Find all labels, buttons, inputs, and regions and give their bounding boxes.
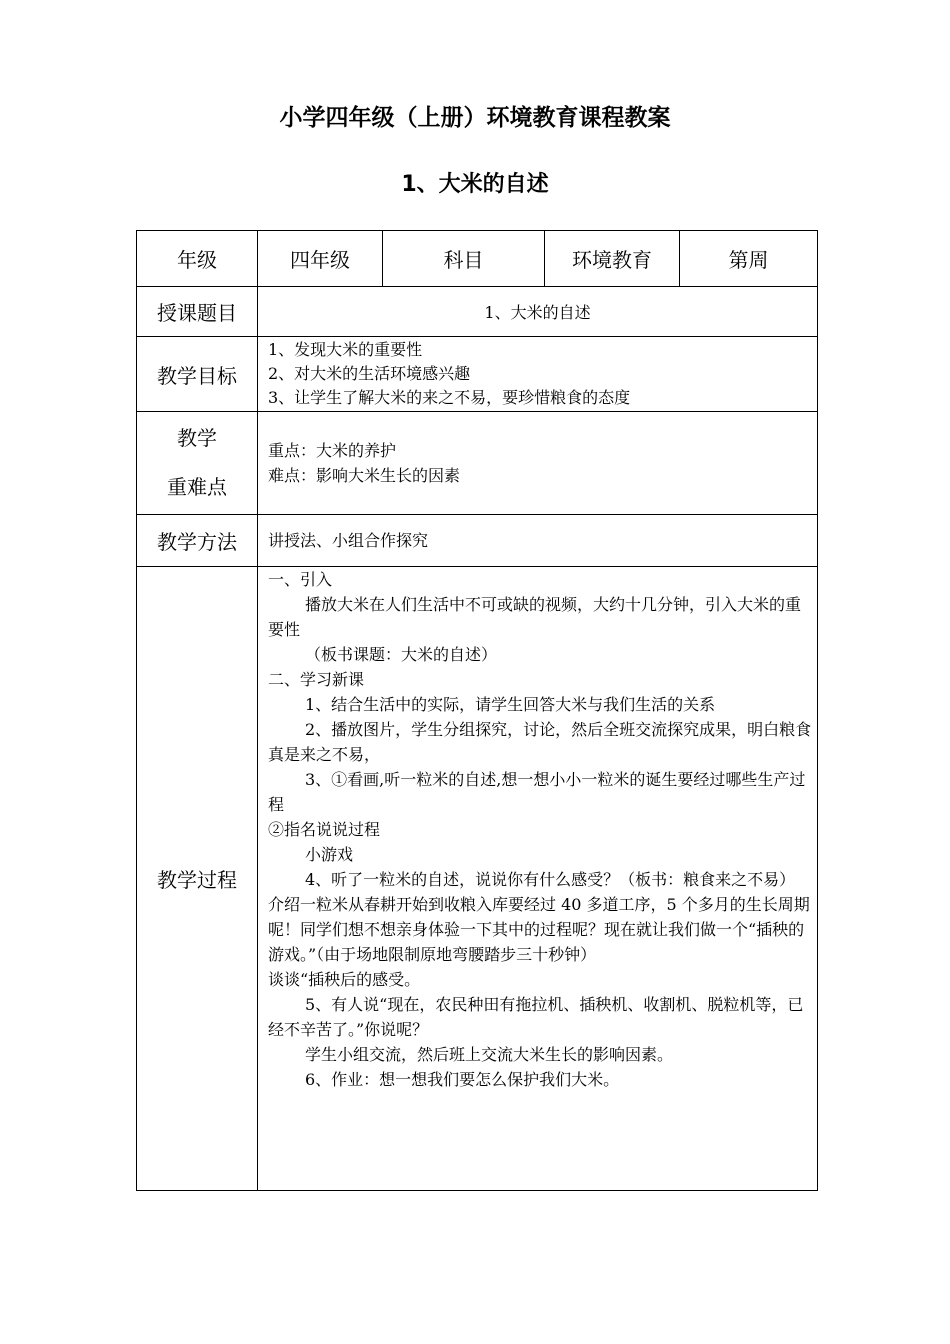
- key-points-label: [137, 412, 258, 515]
- process-line: ②指名说说过程: [268, 820, 381, 839]
- method-value: 讲授法、小组合作探究: [258, 515, 818, 567]
- process-line: 2、播放图片，学生分组探究，讨论，然后全班交流探究成果，明白粮食真是来之不易，: [268, 720, 812, 764]
- process-content: [258, 567, 818, 1191]
- process-line: 播放大米在人们生活中不可或缺的视频，大约十几分钟，引入大米的重要性: [268, 595, 802, 639]
- document-subtitle: 1、大米的自述: [401, 172, 549, 197]
- process-line: 学生小组交流，然后班上交流大米生长的影响因素。: [305, 1045, 674, 1064]
- subject-value: 环境教育: [545, 231, 680, 287]
- week-label: 第周: [680, 231, 818, 287]
- topic-value: 1、大米的自述: [258, 287, 818, 337]
- objectives-label: 教学目标: [137, 337, 258, 412]
- objective-item: 3、让学生了解大米的来之不易，要珍惜粮食的态度: [268, 388, 631, 407]
- objective-item: 1、发现大米的重要性: [268, 340, 423, 359]
- process-line: 小游戏: [305, 845, 354, 864]
- difficulty-point: 难点：影响大米生长的因素: [268, 466, 461, 485]
- topic-label: 授课题目: [137, 287, 258, 337]
- process-line: 6、作业：想一想我们要怎么保护我们大米。: [305, 1070, 620, 1089]
- process-line: 1、结合生活中的实际，请学生回答大米与我们生活的关系: [305, 695, 716, 714]
- document-title: 小学四年级（上册）环境教育课程教案: [279, 105, 671, 131]
- process-line: 5、有人说“现在，农民种田有拖拉机、插秧机、收割机、脱粒机等，已经不辛苦了。”你说呢？: [268, 995, 804, 1039]
- header-row: [137, 231, 818, 287]
- grade-value: 四年级: [258, 231, 383, 287]
- process-line: （板书课题：大米的自述）: [305, 645, 498, 664]
- key-points-label-line2: 重难点: [167, 475, 227, 499]
- process-label: 教学过程: [137, 567, 258, 1191]
- subject-label: 科目: [383, 231, 545, 287]
- process-line: 一、引入: [268, 570, 333, 589]
- topic-row: [137, 287, 818, 337]
- key-points-content: [258, 412, 818, 515]
- process-line: 谈谈“插秧后的感受。: [268, 970, 421, 989]
- process-row: [137, 567, 818, 1191]
- method-label: 教学方法: [137, 515, 258, 567]
- lesson-plan-table: [136, 230, 818, 1191]
- process-line: 3、①看画,听一粒米的自述,想一想小小一粒米的诞生要经过哪些生产过程: [268, 770, 806, 814]
- objective-item: 2、对大米的生活环境感兴趣: [268, 364, 471, 383]
- key-points-row: [137, 412, 818, 515]
- objectives-row: [137, 337, 818, 412]
- focus-point: 重点：大米的养护: [268, 441, 397, 460]
- process-line: 介绍一粒米从春耕开始到收粮入库要经过 40 多道工序，5 个多月的生长周期呢！同学们想不想亲身体验一下其中的过程呢？现在就让我们做一个“插秧的游戏。”（由于场地限制原地弯腰踏步三十秒钟）: [268, 895, 810, 964]
- objectives-list: [258, 337, 818, 412]
- method-row: [137, 515, 818, 567]
- grade-label: 年级: [137, 231, 258, 287]
- process-line: 4、听了一粒米的自述，说说你有什么感受？（板书：粮食来之不易）: [305, 870, 796, 889]
- process-line: 二、学习新课: [268, 670, 365, 689]
- key-points-label-line1: 教学: [177, 426, 217, 450]
